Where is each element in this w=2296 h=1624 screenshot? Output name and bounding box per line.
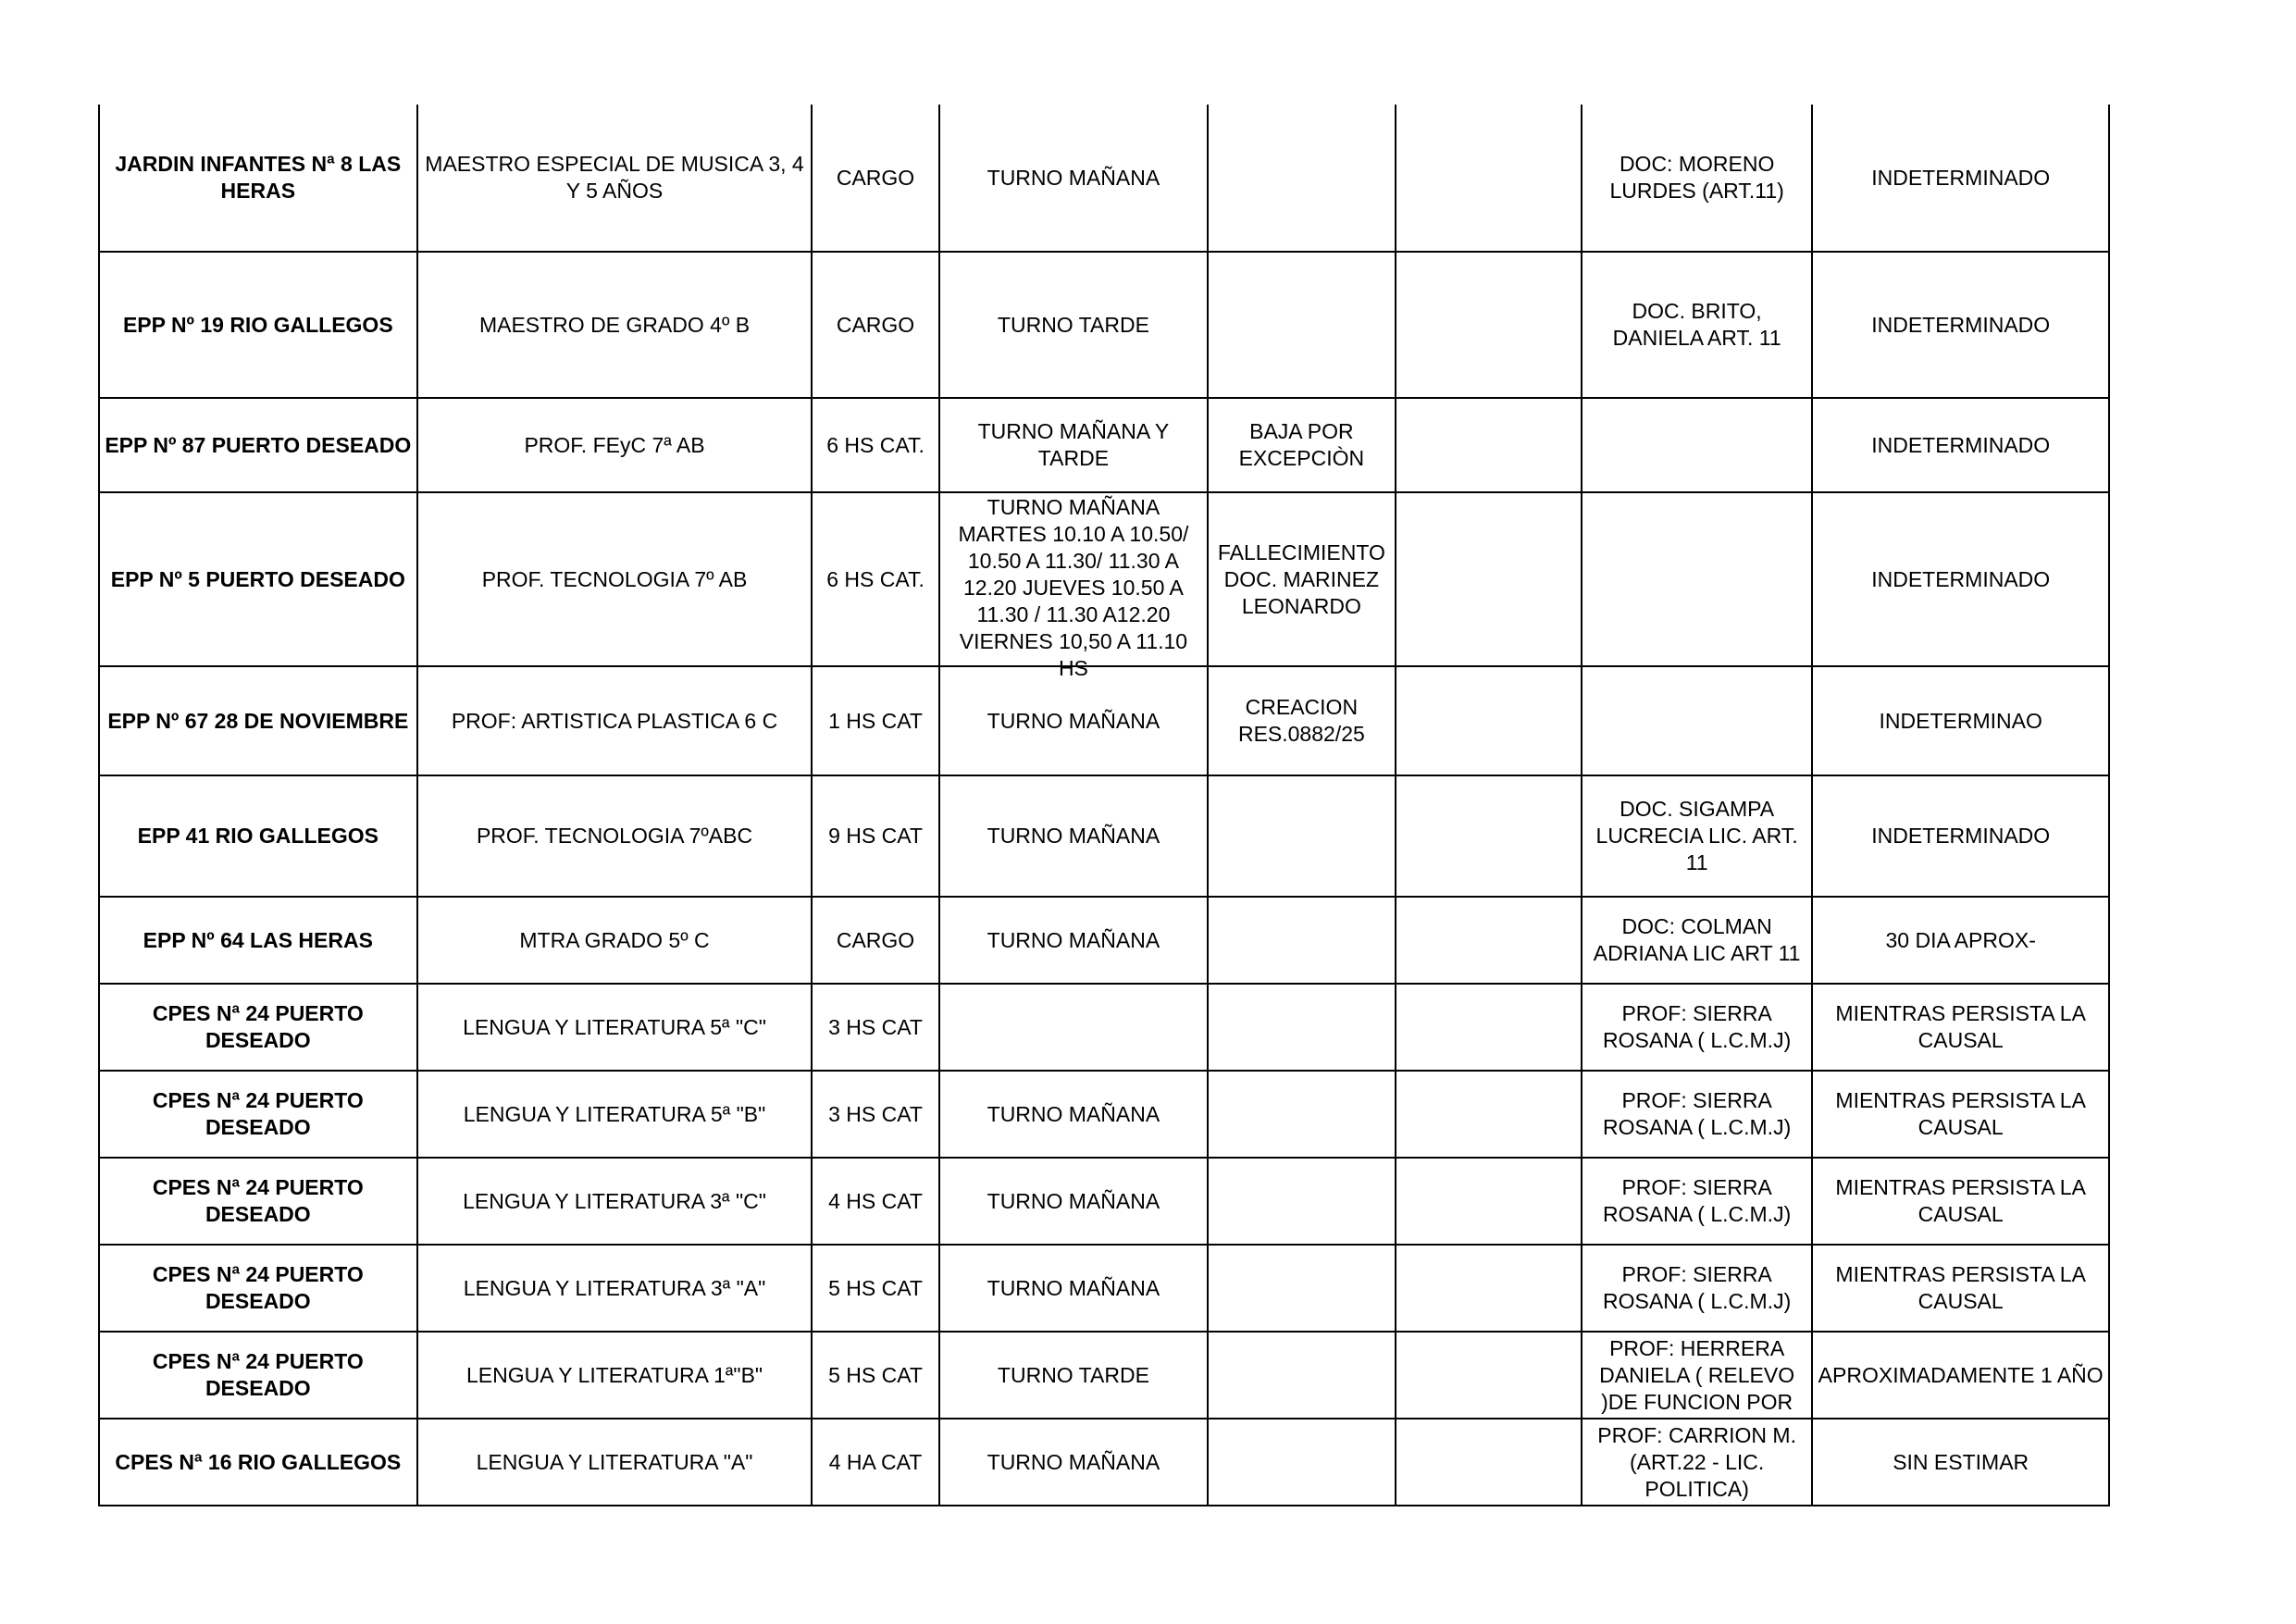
type-cell: 5 HS CAT	[812, 1332, 938, 1419]
reason-cell	[1208, 1071, 1395, 1158]
reason-cell	[1208, 1158, 1395, 1245]
extra-cell	[1396, 775, 1582, 897]
extra-cell	[1396, 492, 1582, 666]
teacher-cell: PROF: CARRION M. (ART.22 - LIC. POLITICA)	[1582, 1419, 1812, 1506]
shift-cell	[939, 984, 1209, 1071]
shift-cell: TURNO MAÑANA	[939, 897, 1209, 984]
school-cell: JARDIN INFANTES Nª 8 LAS HERAS	[99, 105, 417, 252]
table-row	[99, 252, 2109, 398]
type-cell: 6 HS CAT.	[812, 398, 938, 492]
type-cell: 4 HS CAT	[812, 1158, 938, 1245]
shift-cell: TURNO MAÑANA	[939, 1419, 1209, 1506]
duration-cell: MIENTRAS PERSISTA LA CAUSAL	[1812, 1158, 2109, 1245]
position-cell: PROF. TECNOLOGIA 7ºABC	[417, 775, 813, 897]
reason-cell: FALLECIMIENTO DOC. MARINEZ LEONARDO	[1208, 492, 1395, 666]
position-cell: LENGUA Y LITERATURA 5ª "C"	[417, 984, 813, 1071]
position-cell: LENGUA Y LITERATURA "A"	[417, 1419, 813, 1506]
shift-cell: TURNO MAÑANA	[939, 1158, 1209, 1245]
extra-cell	[1396, 666, 1582, 775]
duration-cell: INDETERMINADO	[1812, 398, 2109, 492]
duration-cell: INDETERMINADO	[1812, 252, 2109, 398]
position-cell: MTRA GRADO 5º C	[417, 897, 813, 984]
position-cell: LENGUA Y LITERATURA 3ª "C"	[417, 1158, 813, 1245]
type-cell: CARGO	[812, 252, 938, 398]
teacher-cell: PROF: SIERRA ROSANA ( L.C.M.J)	[1582, 1245, 1812, 1332]
school-cell: CPES Nª 24 PUERTO DESEADO	[99, 984, 417, 1071]
duration-cell: MIENTRAS PERSISTA LA CAUSAL	[1812, 1245, 2109, 1332]
teacher-cell	[1582, 492, 1812, 666]
position-cell: MAESTRO ESPECIAL DE MUSICA 3, 4 Y 5 AÑOS	[417, 105, 813, 252]
extra-cell	[1396, 1245, 1582, 1332]
reason-cell: CREACION RES.0882/25	[1208, 666, 1395, 775]
teacher-cell: PROF: SIERRA ROSANA ( L.C.M.J)	[1582, 1071, 1812, 1158]
extra-cell	[1396, 1071, 1582, 1158]
reason-cell	[1208, 897, 1395, 984]
table-row	[99, 666, 2109, 775]
reason-cell	[1208, 1245, 1395, 1332]
shift-cell: TURNO MAÑANA	[939, 775, 1209, 897]
duration-cell: MIENTRAS PERSISTA LA CAUSAL	[1812, 984, 2109, 1071]
reason-cell	[1208, 105, 1395, 252]
school-cell: CPES Nª 24 PUERTO DESEADO	[99, 1071, 417, 1158]
table-row	[99, 1245, 2109, 1332]
teacher-cell: DOC. BRITO, DANIELA ART. 11	[1582, 252, 1812, 398]
position-cell: LENGUA Y LITERATURA 5ª "B"	[417, 1071, 813, 1158]
position-cell: PROF: ARTISTICA PLASTICA 6 C	[417, 666, 813, 775]
duration-cell: INDETERMINAO	[1812, 666, 2109, 775]
type-cell: CARGO	[812, 897, 938, 984]
table-row	[99, 1071, 2109, 1158]
type-cell: CARGO	[812, 105, 938, 252]
teacher-cell	[1582, 398, 1812, 492]
reason-cell	[1208, 775, 1395, 897]
school-cell: EPP Nº 19 RIO GALLEGOS	[99, 252, 417, 398]
extra-cell	[1396, 1158, 1582, 1245]
table-row	[99, 1332, 2109, 1419]
reason-cell	[1208, 984, 1395, 1071]
position-cell: PROF. TECNOLOGIA 7º AB	[417, 492, 813, 666]
extra-cell	[1396, 252, 1582, 398]
teacher-cell: PROF: SIERRA ROSANA ( L.C.M.J)	[1582, 984, 1812, 1071]
reason-cell	[1208, 1419, 1395, 1506]
duration-cell: SIN ESTIMAR	[1812, 1419, 2109, 1506]
shift-cell: TURNO MAÑANA	[939, 1245, 1209, 1332]
school-cell: CPES Nª 24 PUERTO DESEADO	[99, 1245, 417, 1332]
type-cell: 3 HS CAT	[812, 984, 938, 1071]
extra-cell	[1396, 398, 1582, 492]
duration-cell: APROXIMADAMENTE 1 AÑO	[1812, 1332, 2109, 1419]
reason-cell	[1208, 252, 1395, 398]
type-cell: 5 HS CAT	[812, 1245, 938, 1332]
duration-cell: MIENTRAS PERSISTA LA CAUSAL	[1812, 1071, 2109, 1158]
extra-cell	[1396, 984, 1582, 1071]
teacher-cell	[1582, 666, 1812, 775]
type-cell: 1 HS CAT	[812, 666, 938, 775]
table-row	[99, 775, 2109, 897]
duration-cell: INDETERMINADO	[1812, 492, 2109, 666]
table-row	[99, 105, 2109, 252]
reason-cell	[1208, 1332, 1395, 1419]
vacancies-table	[98, 105, 2110, 1506]
shift-cell: TURNO MAÑANA	[939, 666, 1209, 775]
position-cell: LENGUA Y LITERATURA 3ª "A"	[417, 1245, 813, 1332]
type-cell: 4 HA CAT	[812, 1419, 938, 1506]
school-cell: EPP 41 RIO GALLEGOS	[99, 775, 417, 897]
school-cell: EPP Nº 5 PUERTO DESEADO	[99, 492, 417, 666]
table-row	[99, 1158, 2109, 1245]
teacher-cell: DOC: COLMAN ADRIANA LIC ART 11	[1582, 897, 1812, 984]
type-cell: 3 HS CAT	[812, 1071, 938, 1158]
shift-cell	[939, 492, 1209, 680]
school-cell: EPP Nº 87 PUERTO DESEADO	[99, 398, 417, 492]
school-cell: CPES Nª 24 PUERTO DESEADO	[99, 1158, 417, 1245]
type-cell: 9 HS CAT	[812, 775, 938, 897]
school-cell: CPES Nª 24 PUERTO DESEADO	[99, 1332, 417, 1419]
table-row	[99, 398, 2109, 492]
shift-cell: TURNO TARDE	[939, 252, 1209, 398]
extra-cell	[1396, 105, 1582, 252]
teacher-cell: DOC. SIGAMPA LUCRECIA LIC. ART. 11	[1582, 775, 1812, 897]
table-row	[99, 492, 2109, 666]
teacher-cell: DOC: MORENO LURDES (ART.11)	[1582, 105, 1812, 252]
shift-cell: TURNO MAÑANA	[939, 1071, 1209, 1158]
table-row	[99, 897, 2109, 984]
position-cell: PROF. FEyC 7ª AB	[417, 398, 813, 492]
school-cell: EPP Nº 67 28 DE NOVIEMBRE	[99, 666, 417, 775]
school-cell: CPES Nª 16 RIO GALLEGOS	[99, 1419, 417, 1506]
teacher-cell: PROF: SIERRA ROSANA ( L.C.M.J)	[1582, 1158, 1812, 1245]
teacher-cell	[1582, 1332, 1812, 1419]
reason-cell: BAJA POR EXCEPCIÒN	[1208, 398, 1395, 492]
extra-cell	[1396, 1332, 1582, 1419]
school-cell: EPP Nº 64 LAS HERAS	[99, 897, 417, 984]
shift-cell: TURNO MAÑANA Y TARDE	[939, 398, 1209, 492]
shift-cell: TURNO TARDE	[939, 1332, 1209, 1419]
table-row	[99, 984, 2109, 1071]
position-cell: LENGUA Y LITERATURA 1ª"B"	[417, 1332, 813, 1419]
position-cell: MAESTRO DE GRADO 4º B	[417, 252, 813, 398]
extra-cell	[1396, 1419, 1582, 1506]
duration-cell: INDETERMINADO	[1812, 105, 2109, 252]
table-row	[99, 1419, 2109, 1506]
duration-cell: 30 DIA APROX-	[1812, 897, 2109, 984]
duration-cell: INDETERMINADO	[1812, 775, 2109, 897]
shift-cell: TURNO MAÑANA	[939, 105, 1209, 252]
shift-schedule-text: TURNO MAÑANA MARTES 10.10 A 10.50/ 10.50 A 11.30/ 11.30 A 12.20 JUEVES 10.50 A 11.30 / 11.30 A12.20 VIERNES 10,50 A 11.10 HS	[958, 495, 1189, 680]
teacher-text: PROF: HERRERA DANIELA ( RELEVO )DE FUNCION POR	[1599, 1335, 1795, 1414]
type-cell: 6 HS CAT.	[812, 492, 938, 666]
extra-cell	[1396, 897, 1582, 984]
